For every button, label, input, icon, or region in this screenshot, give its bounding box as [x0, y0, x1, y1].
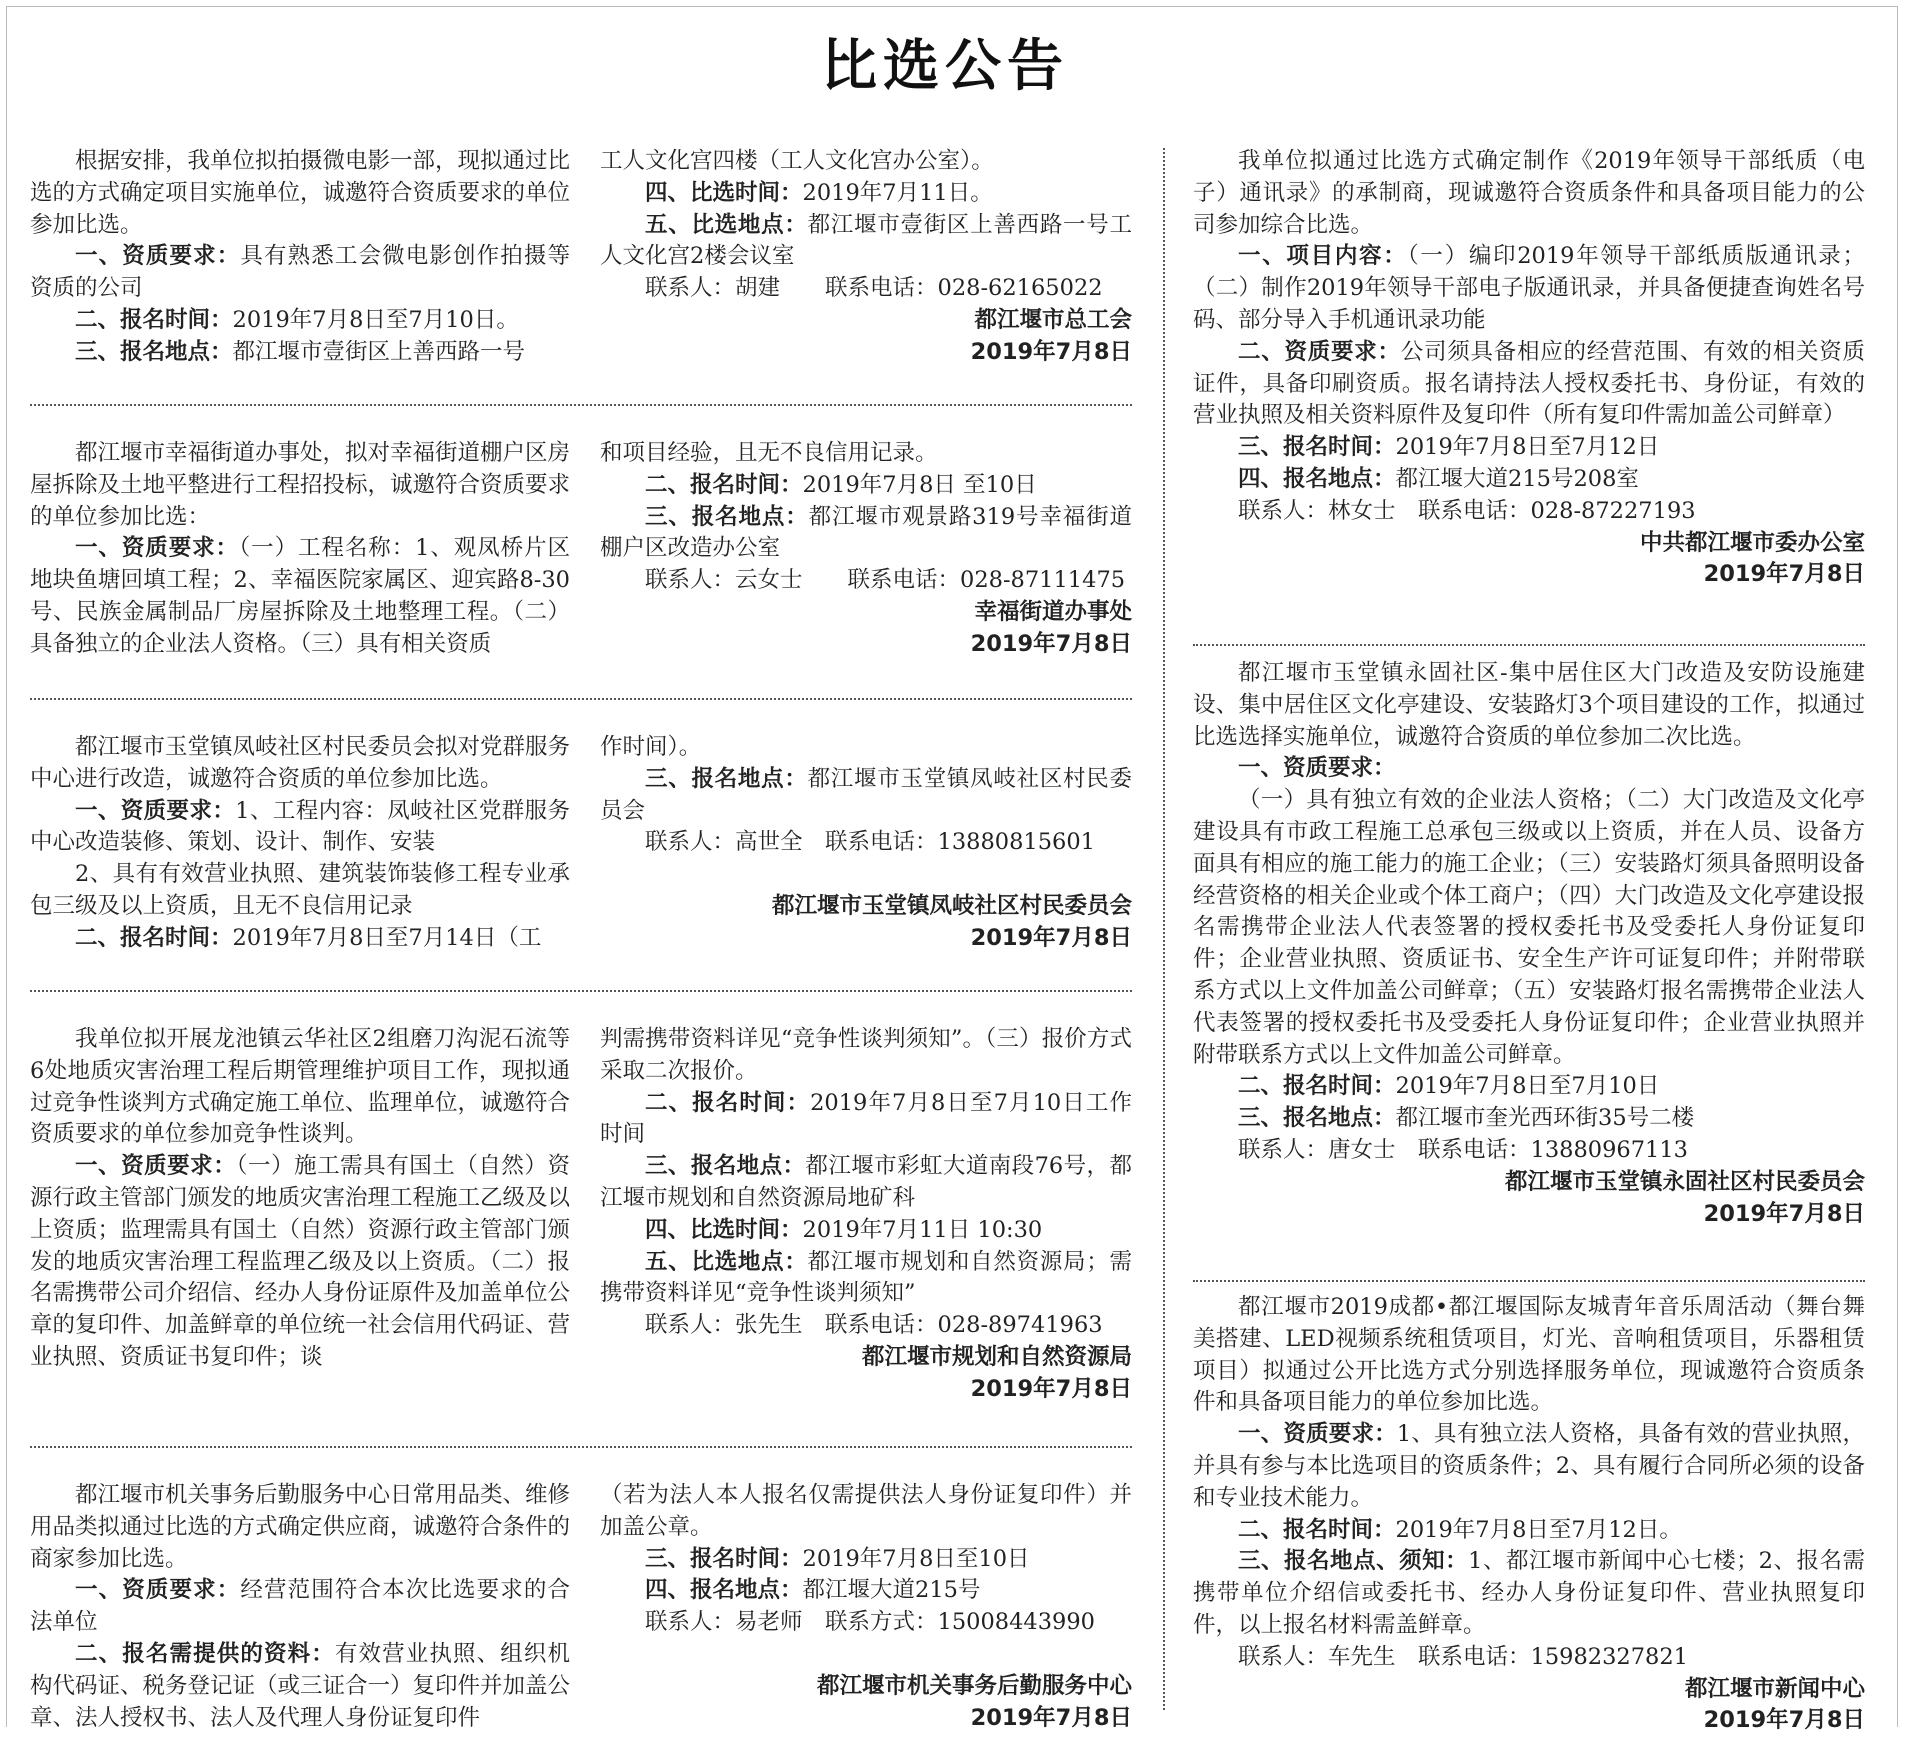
paragraph-text: 2、具有有效营业执照、建筑装饰装修工程专业承包三级及以上资质，且无不良信用记录 [30, 861, 570, 919]
section-label: 二、报名时间： [1238, 1073, 1396, 1100]
paragraph-text: 2019年7月8日至7月10日工作时间 [600, 1089, 1132, 1148]
notice-paragraph [600, 1024, 1132, 1088]
paragraph-text: 联系人：车先生 联系电话：15982327821 [1238, 1643, 1688, 1670]
notice-paragraph [1193, 241, 1865, 336]
signature-line: 都江堰市玉堂镇凤岐社区村民委员会 [771, 892, 1132, 919]
notice-8 [1193, 1292, 1865, 1737]
paragraph-text: 2019年7月8日至7月10日。 [232, 306, 519, 333]
notice-paragraph [600, 438, 1132, 470]
notice-paragraph [1193, 785, 1865, 1071]
notice-paragraph [1193, 1515, 1865, 1547]
section-label: 二、报名时间： [75, 306, 233, 333]
section-label: 二、报名时间： [75, 924, 233, 951]
section-label: 三、报名时间： [1238, 434, 1396, 461]
notice-paragraph [600, 210, 1132, 274]
paragraph-text: 2019年7月8日至7月10日 [1395, 1073, 1660, 1100]
section-label: 五、比选地点： [645, 1248, 808, 1275]
paragraph-text: 2019年7月8日至7月12日。 [1395, 1516, 1682, 1543]
notice-paragraph [30, 146, 570, 241]
notice-paragraph [1193, 753, 1865, 785]
paragraph-text: 有效营业执照、组织机构代码证、税务登记证（或三证合一）复印件并加盖公章、法人授权书、法人及代理人身份证复印件 [30, 1640, 571, 1731]
section-label: 二、报名时间： [645, 1089, 811, 1116]
section-label: 三、报名地点： [75, 338, 233, 365]
notice-paragraph [600, 502, 1132, 566]
paragraph-text: 都江堰市壹街区上善西路一号 [232, 338, 526, 365]
paragraph-text: 判需携带资料详见“竞争性谈判须知”。（三）报价方式采取二次报价。 [600, 1026, 1132, 1084]
notice-2-right [600, 438, 1132, 661]
notice-paragraph [30, 438, 570, 533]
signature-line: 2019年7月8日 [970, 630, 1132, 657]
notice-1-right [600, 146, 1132, 369]
paragraph-text: 经营范围符合本次比选要求的合法单位 [30, 1577, 570, 1636]
notice-paragraph [1193, 1071, 1865, 1103]
section-label: 三、报名地点： [645, 765, 808, 792]
notice-paragraph [600, 732, 1132, 764]
signature-line: 2019年7月8日 [970, 338, 1132, 365]
section-label: 一、资质要求： [1238, 755, 1396, 782]
paragraph-text: 都江堰市幸福街道办事处，拟对幸福街道棚户区房屋拆除及土地平整进行工程招投标，诚邀符合资质要求的单位参加比选： [30, 440, 571, 530]
notice-3-left [30, 732, 570, 955]
signature-line: 2019年7月8日 [970, 924, 1132, 951]
notice-paragraph [600, 1215, 1132, 1247]
paragraph-text: 联系人：唐女士 联系电话：13880967113 [1238, 1136, 1688, 1163]
divider [1193, 1280, 1865, 1282]
notice-paragraph [1193, 432, 1865, 464]
paragraph-text: 都江堰市机关事务后勤服务中心日常用品类、维修用品类拟通过比选的方式确定供应商，诚邀符合条件的商家参加比选。 [30, 1482, 571, 1572]
paragraph-text: 2019年7月8日至7月14日（工 [232, 924, 542, 951]
notice-paragraph [30, 1151, 570, 1374]
section-label: 二、报名需提供的资料： [75, 1640, 335, 1667]
notice-paragraph [1193, 496, 1865, 528]
divider [30, 404, 1132, 406]
paragraph-text: 联系人：胡建 联系电话：028-62165022 [645, 275, 1103, 302]
notice-paragraph [1193, 1135, 1865, 1167]
divider [30, 698, 1132, 700]
notice-paragraph [600, 273, 1132, 305]
notice-paragraph [600, 827, 1132, 859]
notice-6 [1193, 146, 1865, 591]
paragraph-text: 联系人：易老师 联系方式：15008443990 [645, 1609, 1095, 1636]
signature-line: 都江堰市新闻中心 [1684, 1675, 1865, 1702]
signature-line: 都江堰市规划和自然资源局 [861, 1343, 1132, 1370]
section-label: 五、比选地点： [645, 211, 808, 238]
section-label: 四、比选时间： [645, 1216, 803, 1243]
paragraph-text: 都江堰市玉堂镇凤岐社区村民委员会拟对党群服务中心进行改造，诚邀符合资质的单位参加比选。 [30, 734, 571, 792]
signature-line: 2019年7月8日 [970, 1704, 1132, 1731]
notice-paragraph [30, 732, 570, 796]
signature-line: 幸福街道办事处 [974, 598, 1132, 625]
notice-paragraph [1193, 146, 1865, 241]
paragraph-text: 都江堰市玉堂镇凤岐社区村民委员会 [600, 765, 1132, 824]
notice-paragraph [600, 470, 1132, 502]
paragraph-text: 和项目经验，且无不良信用记录。 [600, 440, 938, 466]
signature-line: 2019年7月8日 [1703, 1707, 1865, 1734]
notice-paragraph [1193, 1103, 1865, 1135]
notice-paragraph [30, 1024, 570, 1151]
paragraph-text: 都江堰市奎光西环街35号二楼 [1395, 1105, 1695, 1132]
notice-paragraph [1193, 1419, 1865, 1514]
section-label: 四、报名地点： [645, 1577, 803, 1604]
paragraph-text: （一）具有独立有效的企业法人资格；（二）大门改造及文化亭建设具有市政工程施工总承包三级或以上资质，并在人员、设备方面具有相应的施工能力的施工企业；（三）安装路灯须具备照明设备经营资格的相关企业或个体工商户；（四）大门改造及文化亭建设报名需携带企业法人代表签署的授权委托书及受委托人身份证复印件；企业营业执照、资质证书、安全生产许可证复印件；并附带联系方式以上文件加盖公司鲜章；（五）安装路灯报名需携带企业法人代表签署的授权委托书及受委托人身份证复印件；企业营业执照并附带联系方式以上文件加盖公司鲜章。 [1193, 787, 1865, 1068]
paragraph-text: 联系人：林女士 联系电话：028-87227193 [1238, 497, 1696, 524]
paragraph-text: 根据安排，我单位拟拍摄微电影一部，现拟通过比选的方式确定项目实施单位，诚邀符合资质要求的单位参加比选。 [30, 148, 571, 238]
signature-line: 2019年7月8日 [1703, 1200, 1865, 1227]
paragraph-text: （一）编印2019年领导干部纸质版通讯录；（二）制作2019年领导干部电子版通讯录，并具备便捷查询姓名号码、部分导入手机通讯录功能 [1193, 243, 1865, 333]
paragraph-text: 联系人：张先生 联系电话：028-89741963 [645, 1312, 1103, 1339]
notice-paragraph [600, 1310, 1132, 1342]
section-label: 一、资质要求： [75, 535, 239, 562]
paragraph-text: 1、都江堰市新闻中心七楼；2、报名需携带单位介绍信或委托书、经办人身份证复印件、营业执照复印件，以上报名材料需盖鲜章。 [1193, 1548, 1865, 1638]
notice-paragraph [30, 859, 570, 923]
paragraph-text: 联系人：云女士 联系电话：028-87111475 [645, 567, 1126, 594]
section-label: 二、报名时间： [1238, 1516, 1396, 1543]
signature-line: 2019年7月8日 [1703, 561, 1865, 588]
divider [1193, 644, 1865, 646]
paragraph-text: 联系人：高世全 联系电话：13880815601 [645, 829, 1095, 856]
notice-paragraph [600, 565, 1132, 597]
section-label: 三、报名地点、须知： [1238, 1548, 1469, 1575]
paragraph-text: 公司须具备相应的经营范围、有效的相关资质证件，具备印刷资质。报名请持法人授权委托书、身份证，有效的营业执照及相关资料原件及复印件（所有复印件需加盖公司鲜章） [1193, 338, 1865, 429]
notice-paragraph [1193, 1546, 1865, 1641]
notice-paragraph [600, 1544, 1132, 1576]
notice-paragraph [600, 1607, 1132, 1639]
notice-paragraph [600, 1575, 1132, 1607]
paragraph-text: 工人文化宫四楼（工人文化宫办公室）。 [600, 148, 994, 174]
section-label: 二、资质要求： [1238, 338, 1401, 365]
notice-paragraph [30, 1639, 570, 1734]
notice-paragraph [600, 1151, 1132, 1215]
section-label: 三、报名地点： [645, 1153, 806, 1180]
section-label: 三、报名地点： [645, 503, 809, 530]
paragraph-text: 都江堰市壹街区上善西路一号工人文化宫2楼会议室 [600, 211, 1132, 270]
signature-line: 中共都江堰市委办公室 [1639, 529, 1865, 556]
section-label: 三、报名时间： [645, 1545, 803, 1572]
divider [30, 1446, 1132, 1448]
signature-line: 都江堰市总工会 [974, 306, 1132, 333]
notice-paragraph [30, 241, 570, 305]
section-label: 三、报名地点： [1238, 1105, 1396, 1132]
paragraph-text: 我单位拟通过比选方式确定制作《2019年领导干部纸质（电子）通讯录》的承制商，现诚邀符合资质条件和具备项目能力的公司参加综合比选。 [1193, 148, 1865, 238]
paragraph-text: 都江堰市规划和自然资源局；需携带资料详见“竞争性谈判须知” [600, 1248, 1132, 1307]
notice-paragraph [1193, 1642, 1865, 1674]
section-label: 一、资质要求： [75, 1153, 237, 1180]
paragraph-text: 都江堰市彩虹大道南段76号，都江堰市规划和自然资源局地矿科 [600, 1153, 1132, 1211]
spacer [600, 1639, 1132, 1671]
paragraph-text: （一）施工需具有国土（自然）资源行政主管部门颁发的地质灾害治理工程施工乙级及以上资质；监理需具有国土（自然）资源行政主管部门颁发的地质灾害治理工程监理乙级及以上资质。（二）报名需携带公司介绍信、经办人身份证原件及加盖单位公章的复印件、加盖鲜章的单位统一社会信用代码证、营业执照、资质证书复印件；谈 [30, 1153, 571, 1370]
divider [30, 990, 1132, 992]
paragraph-text: 我单位拟开展龙池镇云华社区2组磨刀沟泥石流等6处地质灾害治理工程后期管理维护项目工作，现拟通过竞争性谈判方式确定施工单位、监理单位，诚邀符合资质要求的单位参加竞争性谈判。 [30, 1026, 571, 1148]
notice-paragraph [30, 337, 570, 369]
section-label: 二、报名时间： [645, 471, 803, 498]
section-label: 一、资质要求： [75, 243, 241, 270]
section-label: 一、项目内容： [1238, 243, 1408, 270]
notice-5-left [30, 1480, 570, 1734]
page-title: 比选公告 [821, 34, 1069, 99]
notice-4-right [600, 1024, 1132, 1406]
paragraph-text: 作时间）。 [600, 734, 702, 760]
paragraph-text: 1、具有独立法人资格，具备有效的营业执照，并具有参与本比选项目的资质条件；2、具有履行合同所必须的设备和专业技术能力。 [1193, 1421, 1865, 1511]
notice-1-left [30, 146, 570, 369]
paragraph-text: 都江堰市观景路319号幸福街道棚户区改造办公室 [600, 503, 1132, 562]
paragraph-text: 都江堰大道215号208室 [1395, 465, 1639, 492]
notice-5-right [600, 1480, 1132, 1734]
paragraph-text: 2019年7月8日至7月12日 [1395, 434, 1660, 461]
paragraph-text: 2019年7月11日 10:30 [802, 1216, 1043, 1243]
paragraph-text: 都江堰市玉堂镇永固社区-集中居住区大门改造及安防设施建设、集中居住区文化亭建设、安装路灯3个项目建设的工作，拟通过比选选择实施单位，诚邀符合资质的单位参加二次比选。 [1193, 660, 1865, 750]
section-label: 四、比选时间： [645, 179, 803, 206]
paragraph-text: 都江堰市2019成都•都江堰国际友城青年音乐周活动（舞台舞美搭建、LED视频系统租赁项目，灯光、音响租赁项目，乐器租赁项目）拟通过公开比选方式分别选择服务单位，现诚邀符合资质条件和具备项目能力的单位参加比选。 [1193, 1294, 1865, 1416]
notice-paragraph [1193, 464, 1865, 496]
spacer [600, 859, 1132, 891]
notice-paragraph [1193, 1292, 1865, 1419]
signature-line: 都江堰市机关事务后勤服务中心 [816, 1672, 1132, 1699]
notice-3-right [600, 732, 1132, 955]
paragraph-text: 具有熟悉工会微电影创作拍摄等资质的公司 [30, 243, 570, 302]
paragraph-text: 1、工程内容：凤岐社区党群服务中心改造装修、策划、设计、制作、安装 [30, 797, 570, 856]
notice-paragraph [30, 305, 570, 337]
section-label: 一、资质要求： [75, 1577, 241, 1604]
notice-2-left [30, 438, 570, 661]
notice-paragraph [30, 923, 570, 955]
notice-paragraph [30, 1575, 570, 1639]
notice-paragraph [600, 1247, 1132, 1311]
paragraph-text: 都江堰大道215号 [802, 1577, 981, 1604]
section-label: 一、资质要求： [1238, 1421, 1397, 1448]
signature-line: 都江堰市玉堂镇永固社区村民委员会 [1504, 1168, 1865, 1195]
section-label: 一、资质要求： [75, 797, 236, 824]
notice-paragraph [30, 1480, 570, 1575]
notice-paragraph [600, 178, 1132, 210]
paragraph-text: （一）工程名称：1、观凤桥片区地块鱼塘回填工程；2、幸福医院家属区、迎宾路8-30号、民族金属制品厂房屋拆除及土地整理工程。（二）具备独立的企业法人资格。（三）具有相关资质 [30, 535, 570, 657]
notice-4-left [30, 1024, 570, 1374]
notice-7 [1193, 658, 1865, 1230]
notice-paragraph [600, 1480, 1132, 1544]
notice-paragraph [1193, 337, 1865, 432]
notice-paragraph [600, 764, 1132, 828]
notice-paragraph [600, 1088, 1132, 1152]
notice-paragraph [1193, 658, 1865, 753]
notice-paragraph [30, 796, 570, 860]
paragraph-text: （若为法人本人报名仅需提供法人身份证复印件）并加盖公章。 [600, 1482, 1132, 1540]
notice-paragraph [600, 146, 1132, 178]
paragraph-text: 2019年7月8日至10日 [802, 1545, 1030, 1572]
paragraph-text: 2019年7月11日。 [802, 179, 993, 206]
column-divider [1163, 148, 1165, 1710]
section-label: 四、报名地点： [1238, 465, 1396, 492]
paragraph-text: 2019年7月8日 至10日 [802, 471, 1037, 498]
notice-paragraph [30, 533, 570, 660]
signature-line: 2019年7月8日 [970, 1375, 1132, 1402]
